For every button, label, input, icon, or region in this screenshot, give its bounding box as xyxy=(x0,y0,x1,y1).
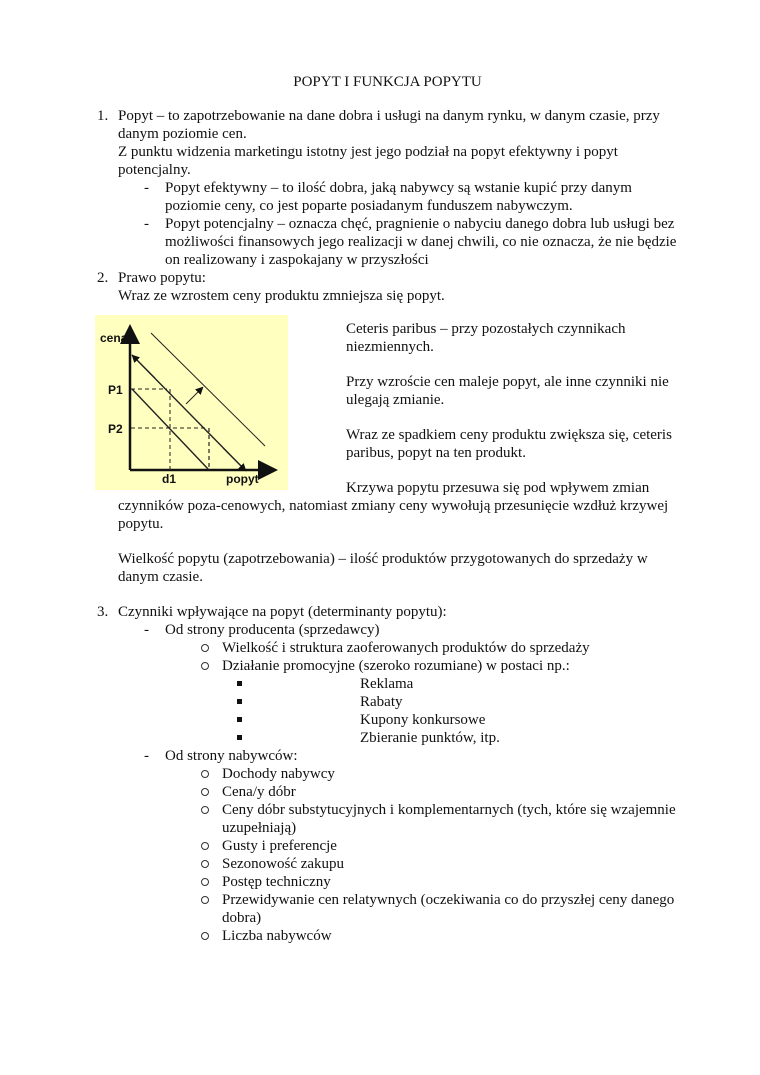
promo-subitem: Reklama xyxy=(360,676,414,692)
ceteris-paribus-line: niezmiennych. xyxy=(346,339,434,355)
promo-subitem: Zbieranie punktów, itp. xyxy=(360,730,500,746)
producer-item: Wielkość i struktura zaoferowanych produktów do sprzedaży xyxy=(222,640,590,656)
section-2-heading: Prawo popytu: xyxy=(118,270,206,286)
movement-arrow-up xyxy=(133,356,155,378)
demand-curve-d1 xyxy=(132,389,209,470)
section-1-number: 1. xyxy=(97,108,109,124)
dash-bullet: - xyxy=(144,622,149,638)
square-bullet-icon xyxy=(237,699,242,704)
buyer-item: Ceny dóbr substytucyjnych i komplementarnych (tych, które się wzajemnie xyxy=(222,802,676,818)
circle-bullet-icon xyxy=(201,842,209,850)
quantity-demanded-line: danym czasie. xyxy=(118,569,203,585)
circle-bullet-icon xyxy=(201,770,209,778)
demand-curve-d3 xyxy=(151,333,265,446)
curve-shift-line: czynników poza-cenowych, natomiast zmiany ceny wywołują przesunięcie wzdłuż krzywej xyxy=(118,498,669,514)
square-bullet-icon xyxy=(237,681,242,686)
ceteris-paribus-line: Ceteris paribus – przy pozostałych czynnikach xyxy=(346,321,626,337)
demand-curve-diagram xyxy=(95,315,288,490)
producer-item: Działanie promocyjne (szeroko rozumiane) w postaci np.: xyxy=(222,658,570,674)
circle-bullet-icon xyxy=(201,806,209,814)
square-bullet-icon xyxy=(237,735,242,740)
curve-shift-line: popytu. xyxy=(118,516,164,532)
dash-bullet: - xyxy=(144,216,149,232)
price-label-p1: P1 xyxy=(108,383,123,397)
x-axis-label: popyt xyxy=(226,472,259,486)
potential-demand-line: on realizowany i zaspokajany w przyszłości xyxy=(165,252,429,268)
buyer-item: Postęp techniczny xyxy=(222,874,331,890)
section-3-heading: Czynniki wpływające na popyt (determinanty popytu): xyxy=(118,604,447,620)
buyer-item: Cena/y dóbr xyxy=(222,784,296,800)
price-fall-line: paribus, popyt na ten produkt. xyxy=(346,445,526,461)
dash-bullet: - xyxy=(144,748,149,764)
buyer-item: dobra) xyxy=(222,910,262,926)
buyer-item: uzupełniają) xyxy=(222,820,297,836)
effective-demand-line: poziomie ceny, co jest poparte posiadanym funduszem nabywczym. xyxy=(165,198,573,214)
curve-shift-line: Krzywa popytu przesuwa się pod wpływem zmian xyxy=(346,480,650,496)
buyer-item: Liczba nabywców xyxy=(222,928,332,944)
effective-demand-line: Popyt efektywny – to ilość dobra, jaką nabywcy są wstanie kupić przy danym xyxy=(165,180,632,196)
square-bullet-icon xyxy=(237,717,242,722)
demand-curve-svg xyxy=(95,315,288,490)
promo-subitem: Kupony konkursowe xyxy=(360,712,486,728)
shift-arrow xyxy=(186,388,202,404)
buyer-group-label: Od strony nabywców: xyxy=(165,748,298,764)
section-3-number: 3. xyxy=(97,604,109,620)
circle-bullet-icon xyxy=(201,788,209,796)
quantity-label-d1: d1 xyxy=(162,472,177,486)
price-fall-line: Wraz ze spadkiem ceny produktu zwiększa się, ceteris xyxy=(346,427,672,443)
dash-bullet: - xyxy=(144,180,149,196)
producer-group-label: Od strony producenta (sprzedawcy) xyxy=(165,622,380,638)
potential-demand-line: możliwości finansowych jego realizacji w danej chwili, co nie oznacza, że nie będzie xyxy=(165,234,677,250)
circle-bullet-icon xyxy=(201,644,209,652)
quantity-demanded-line: Wielkość popytu (zapotrzebowania) – ilość produktów przygotowanych do sprzedaży w xyxy=(118,551,648,567)
section-1-line: potencjalny. xyxy=(118,162,191,178)
circle-bullet-icon xyxy=(201,878,209,886)
circle-bullet-icon xyxy=(201,662,209,670)
buyer-item: Dochody nabywcy xyxy=(222,766,335,782)
buyer-item: Przewidywanie cen relatywnych (oczekiwania co do przyszłej ceny danego xyxy=(222,892,675,908)
price-rise-line: Przy wzroście cen maleje popyt, ale inne czynniki nie xyxy=(346,374,669,390)
section-2-number: 2. xyxy=(97,270,109,286)
promo-subitem: Rabaty xyxy=(360,694,403,710)
potential-demand-line: Popyt potencjalny – oznacza chęć, pragnienie o nabyciu danego dobra lub usługi bez xyxy=(165,216,675,232)
y-axis-label: cena xyxy=(100,331,128,345)
buyer-item: Sezonowość zakupu xyxy=(222,856,345,872)
circle-bullet-icon xyxy=(201,896,209,904)
price-label-p2: P2 xyxy=(108,422,123,436)
section-2-intro: Wraz ze wzrostem ceny produktu zmniejsza się popyt. xyxy=(118,288,445,304)
movement-arrow-down xyxy=(223,448,245,470)
price-rise-line: ulegają zmianie. xyxy=(346,392,445,408)
circle-bullet-icon xyxy=(201,860,209,868)
buyer-item: Gusty i preferencje xyxy=(222,838,337,854)
document-title: POPYT I FUNKCJA POPYTU xyxy=(293,74,482,90)
section-1-line: Z punktu widzenia marketingu istotny jest jego podział na popyt efektywny i popyt xyxy=(118,144,618,160)
circle-bullet-icon xyxy=(201,932,209,940)
section-1-line: Popyt – to zapotrzebowanie na dane dobra i usługi na danym rynku, w danym czasie, przy xyxy=(118,108,660,124)
section-1-line: danym poziomie cen. xyxy=(118,126,247,142)
